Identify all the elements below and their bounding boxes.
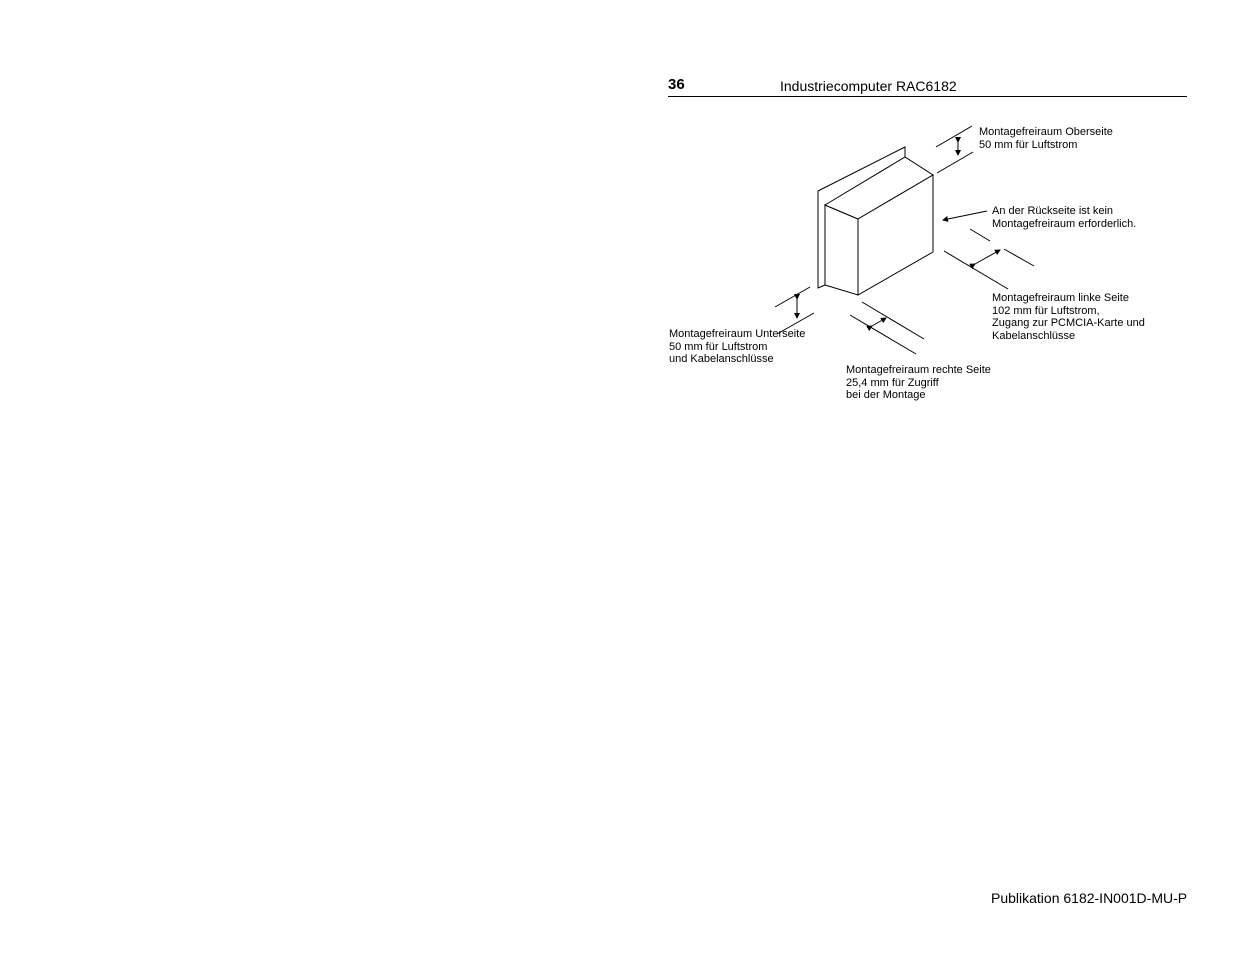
right-clearance-line-2 bbox=[850, 315, 916, 354]
callout-bottom-clearance bbox=[669, 328, 805, 366]
publication-footer: Publikation 6182-IN001D-MU-P bbox=[991, 890, 1188, 906]
callout-line: Montagefreiraum linke Seite bbox=[992, 292, 1129, 304]
callout-right-side-clearance bbox=[846, 364, 991, 402]
callout-line: und Kabelanschlüsse bbox=[669, 353, 774, 366]
callout-line: An der Rückseite ist kein bbox=[992, 205, 1114, 217]
top-clearance-line-1 bbox=[936, 126, 972, 147]
computer-box-front bbox=[825, 205, 858, 295]
callout-line: 50 mm für Luftstrom bbox=[979, 138, 1078, 151]
left-clearance-line-2 bbox=[1004, 249, 1034, 266]
left-dimension-arrow bbox=[975, 250, 1000, 264]
right-clearance-line-1 bbox=[862, 302, 924, 339]
page-header-title: Industriecomputer RAC6182 bbox=[780, 78, 957, 94]
callout-line: Montagefreiraum rechte Seite bbox=[846, 364, 991, 376]
page-number: 36 bbox=[668, 76, 685, 93]
callout-line: Kabelanschlüsse bbox=[992, 329, 1076, 342]
callout-left-side-clearance bbox=[992, 292, 1145, 342]
callout-top-clearance bbox=[979, 126, 1113, 151]
callout-line: 50 mm für Luftstrom bbox=[669, 340, 768, 353]
callout-line: Zugang zur PCMCIA-Karte und bbox=[992, 317, 1145, 330]
callout-line: Montagefreiraum Unterseite bbox=[669, 328, 806, 340]
bottom-clearance-line-1 bbox=[775, 287, 810, 307]
callout-line: 25,4 mm für Zugriff bbox=[846, 376, 939, 389]
top-clearance-line-2 bbox=[937, 152, 973, 173]
callout-back-clearance bbox=[992, 205, 1136, 230]
left-clearance-line-3 bbox=[944, 251, 1008, 289]
callout-line: Montagefreiraum Oberseite bbox=[979, 126, 1113, 138]
callout-line: Montagefreiraum erforderlich. bbox=[992, 217, 1137, 230]
right-dimension-arrow bbox=[872, 318, 886, 326]
callout-line: 102 mm für Luftstrom, bbox=[992, 304, 1100, 317]
callout-line: bei der Montage bbox=[846, 389, 926, 402]
back-pointer-arrow bbox=[943, 211, 987, 220]
left-clearance-line-1 bbox=[970, 229, 990, 241]
